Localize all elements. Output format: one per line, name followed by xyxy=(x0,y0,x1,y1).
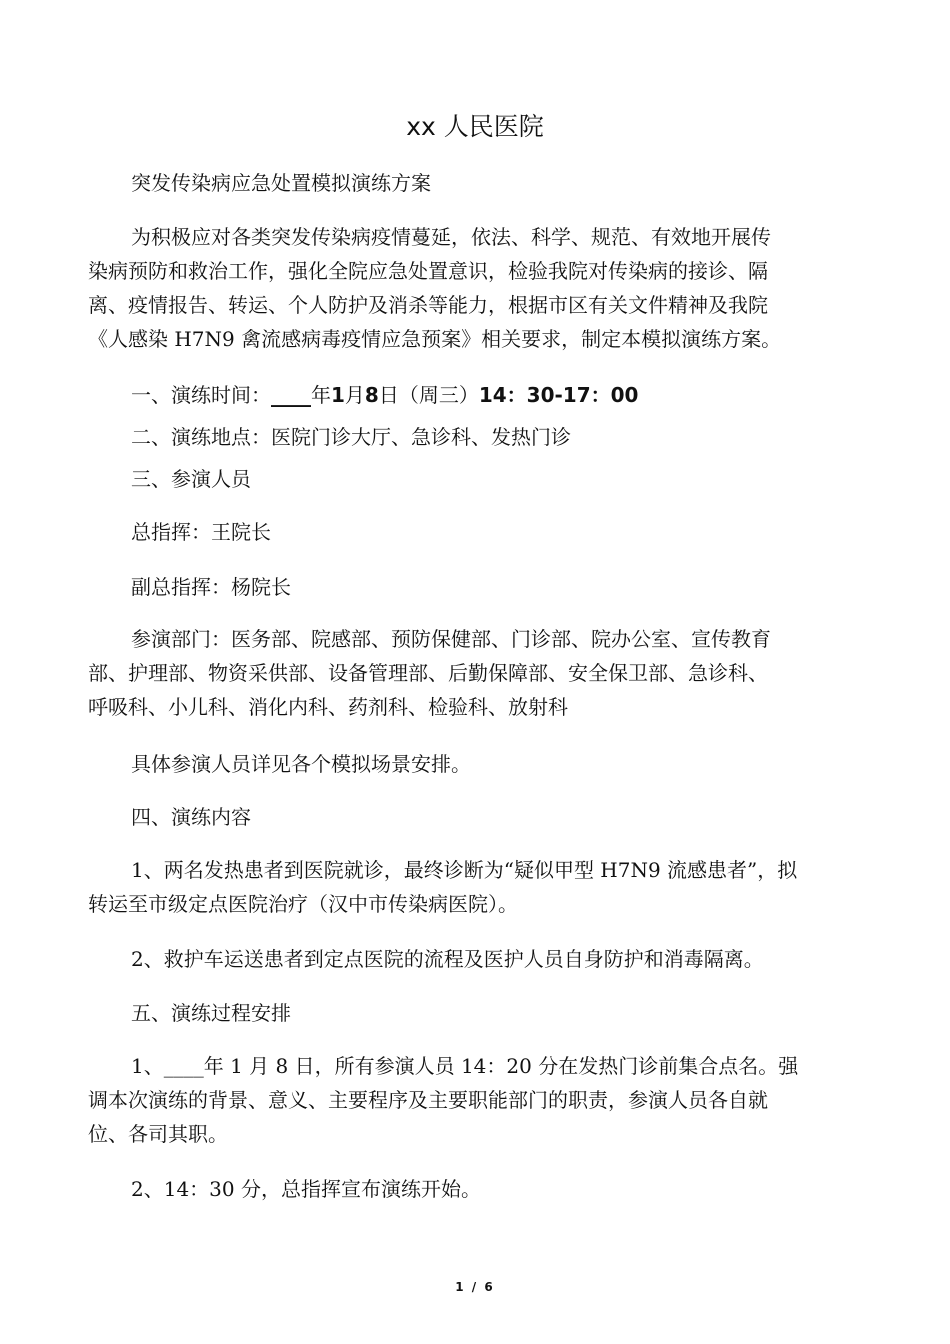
page-indicator: 1 / 6 xyxy=(455,1280,495,1294)
intro-line: 为积极应对各类突发传染病疫情蔓延，依法、科学、规范、有效地开展传 xyxy=(131,225,771,249)
process-item-1 xyxy=(88,1049,858,1151)
departments-paragraph xyxy=(88,622,858,724)
process-heading: 五、演练过程安排 xyxy=(131,1001,291,1025)
process-item-1-line: 位、各司其职。 xyxy=(88,1122,228,1146)
document-subtitle: 突发传染病应急处置模拟演练方案 xyxy=(131,171,431,195)
content-item-2: 2、救护车运送患者到定点医院的流程及医护人员自身防护和消毒隔离。 xyxy=(131,947,764,971)
process-item-2: 2、14：30 分，总指挥宣布演练开始。 xyxy=(131,1177,481,1201)
drill-time-hours: 14：30-17：00 xyxy=(478,383,639,407)
departments-line: 呼吸科、小儿科、消化内科、药剂科、检验科、放射科 xyxy=(88,695,568,719)
departments-line: 参演部门：医务部、院感部、预防保健部、门诊部、院办公室、宣传教育 xyxy=(131,627,771,651)
drill-time-year: 年 xyxy=(311,383,331,407)
drill-time-month: 1 xyxy=(331,383,345,407)
drill-time-month-unit: 月 xyxy=(344,383,365,407)
commander: 总指挥：王院长 xyxy=(131,520,271,544)
intro-line: 《人感染 H7N9 禽流感病毒疫情应急预案》相关要求，制定本模拟演练方案。 xyxy=(88,327,782,351)
document-title: xx 人民医院 xyxy=(406,112,544,141)
content-item-1-line: 1、两名发热患者到医院就诊，最终诊断为“疑似甲型 H7N9 流感患者”，拟 xyxy=(131,858,798,882)
vice-commander: 副总指挥：杨院长 xyxy=(131,575,291,599)
drill-time-day: 8 xyxy=(364,383,379,407)
drill-location: 二、演练地点：医院门诊大厅、急诊科、发热门诊 xyxy=(131,425,571,449)
content-item-1-line: 转运至市级定点医院治疗（汉中市传染病医院）。 xyxy=(88,892,518,916)
process-item-1-line: 1、____年 1 月 8 日，所有参演人员 14：20 分在发热门诊前集合点名。强 xyxy=(131,1054,799,1078)
process-item-1-line: 调本次演练的背景、意义、主要程序及主要职能部门的职责，参演人员各自就 xyxy=(88,1088,768,1112)
content-heading: 四、演练内容 xyxy=(131,805,251,829)
departments-line: 部、护理部、物资采供部、设备管理部、后勤保障部、安全保卫部、急诊科、 xyxy=(88,661,768,685)
content-item-1 xyxy=(88,853,858,921)
intro-line: 离、疫情报告、转运、个人防护及消杀等能力，根据市区有关文件精神及我院 xyxy=(88,293,768,317)
drill-time-label: 一、演练时间： xyxy=(131,383,271,407)
drill-time-day-unit: 日（周三） xyxy=(378,383,479,407)
drill-time-line xyxy=(131,378,858,412)
intro-paragraph xyxy=(88,220,858,356)
intro-line: 染病预防和救治工作，强化全院应急处置意识，检验我院对传染病的接诊、隔 xyxy=(88,259,768,283)
participants-heading: 三、参演人员 xyxy=(131,467,251,491)
drill-time-blank: ____ xyxy=(271,383,311,407)
participants-note: 具体参演人员详见各个模拟场景安排。 xyxy=(131,752,471,776)
